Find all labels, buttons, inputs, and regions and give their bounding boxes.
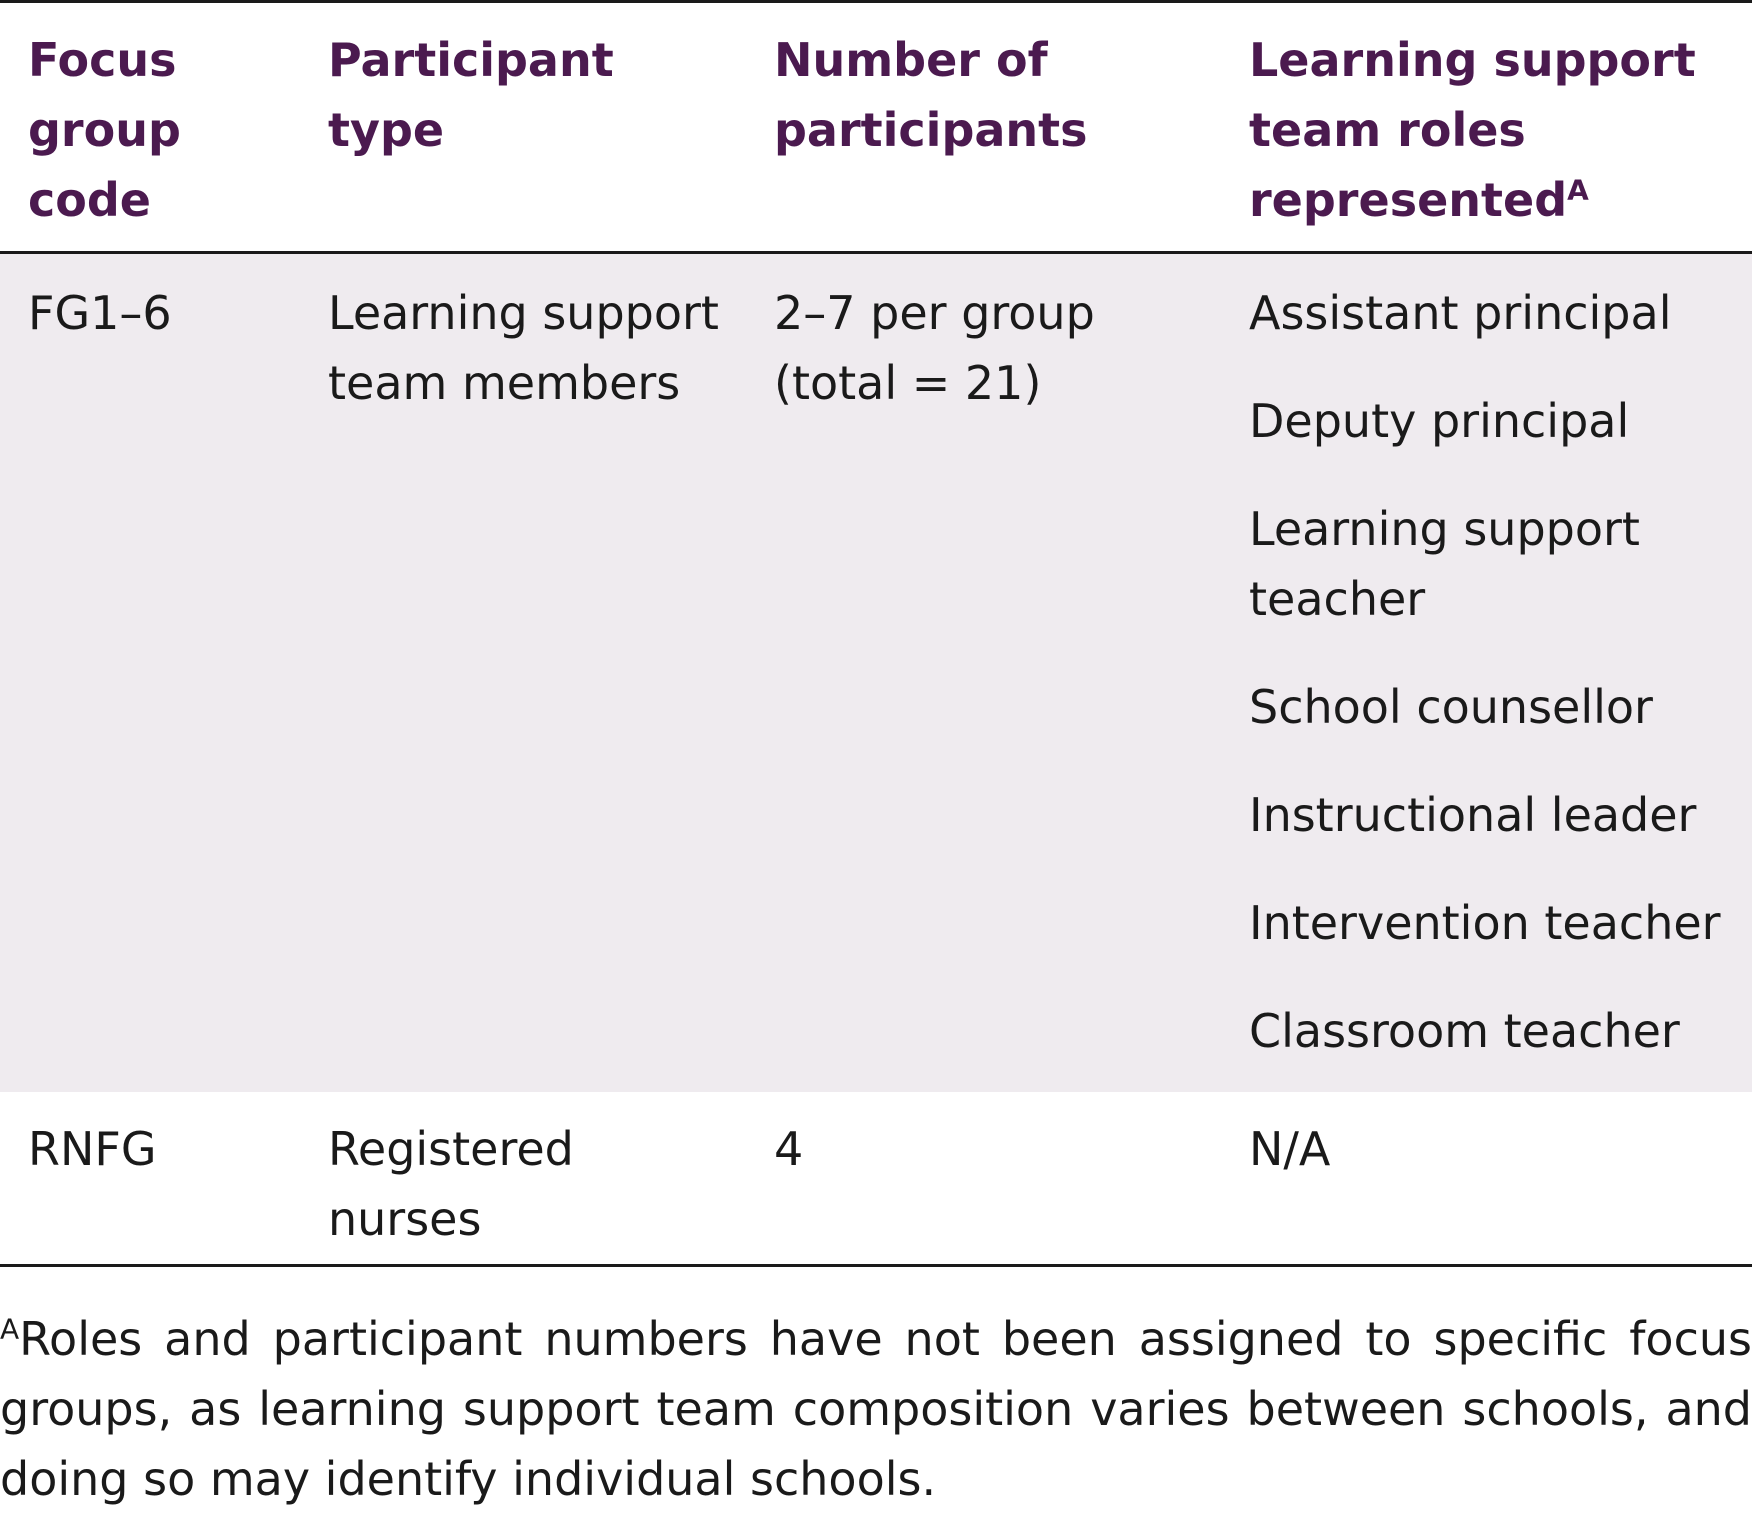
cell-participant-type: Registered nurses xyxy=(328,1122,574,1246)
footnote-text: Roles and participant numbers have not been assigned to specific focus groups, as learning support team composition varies between schools, and doing so may identify individual schools. xyxy=(0,1312,1752,1506)
header-participant-type: Participant type xyxy=(328,33,614,157)
header-number-of-participants: Number of participants xyxy=(774,33,1088,157)
role-item: Intervention teacher xyxy=(1249,896,1721,950)
role-list xyxy=(1249,1114,1742,1184)
role-item: Instructional leader xyxy=(1249,788,1697,842)
header-footnote-marker: A xyxy=(1567,173,1589,207)
role-list xyxy=(1249,278,1742,1066)
cell-roles xyxy=(1221,253,1752,1093)
cell-code: RNFG xyxy=(28,1122,157,1176)
header-roles-represented: Learning support team roles represented$^A$ xyxy=(1249,33,1696,227)
cell-participant-type: Learning support team members xyxy=(300,253,746,1093)
cell-number: 2–7 per group (total = 21) xyxy=(746,253,1221,1093)
role-item: Learning support teacher xyxy=(1249,502,1640,626)
cell-number: 4 xyxy=(774,1122,804,1176)
role-item: Classroom teacher xyxy=(1249,1004,1680,1058)
table-row xyxy=(0,1092,1752,1266)
header-focus-group-code: Focus group code xyxy=(28,33,181,227)
role-item: N/A xyxy=(1249,1122,1331,1176)
role-item: Deputy principal xyxy=(1249,394,1630,448)
table-footnote xyxy=(0,1304,1752,1514)
cell-code: FG1–6 xyxy=(0,253,300,1093)
table-row xyxy=(0,253,1752,1093)
table-header xyxy=(0,2,1752,253)
table-body xyxy=(0,253,1752,1266)
role-item: Assistant principal xyxy=(1249,286,1672,340)
role-item: School counsellor xyxy=(1249,680,1653,734)
footnote-marker: A xyxy=(0,1312,20,1346)
cell-roles xyxy=(1221,1092,1752,1266)
header-row xyxy=(0,2,1752,253)
